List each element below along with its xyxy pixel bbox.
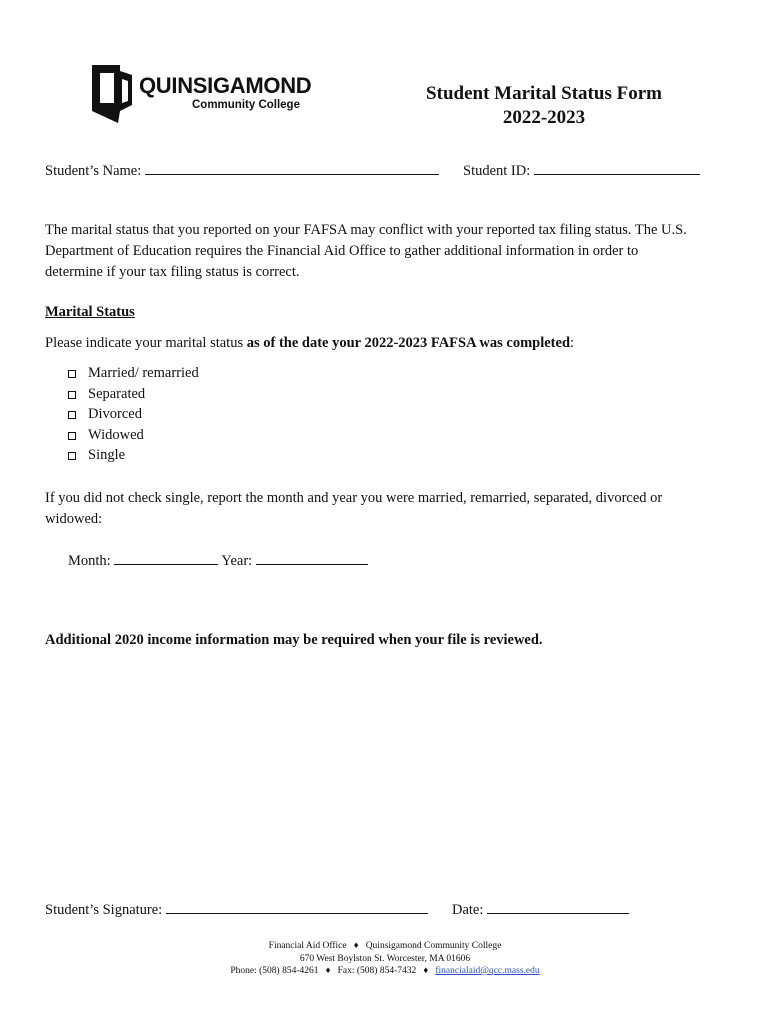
student-name-row [45,160,439,180]
date-info-line: If you did not check single, report the month and year you were married, remarried, separated, divorced or [45,490,663,506]
intro-line: Department of Education requires the Financial Aid Office to gather additional information in order to [45,243,639,259]
date-info-paragraph [45,488,735,530]
marital-status-heading: Marital Status [45,304,135,320]
month-label: Month: [68,553,111,569]
year-label: Year: [221,553,253,569]
intro-paragraph [45,220,735,283]
form-title: Student Marital Status Form [426,83,662,104]
marital-prompt-text: Please indicate your marital status [45,335,247,351]
intro-line: The marital status that you reported on your FAFSA may conflict with your reported tax filing status. The U.S. [45,222,687,238]
signature-field[interactable] [166,899,428,914]
checkbox[interactable] [68,411,76,419]
option-married[interactable] [68,365,199,382]
date-label: Date: [452,902,484,918]
date-row [452,899,629,919]
marital-prompt-emphasis: as of the date your 2022-2023 FAFSA was completed [246,335,571,351]
footer-separator: ♦ [423,966,429,976]
month-field[interactable] [114,550,218,565]
income-notice: Additional 2020 income information may be required when your file is reviewed. [45,632,543,648]
checkbox[interactable] [68,391,76,399]
marital-prompt-end: : [570,335,575,351]
student-name-label: Student’s Name: [45,163,142,179]
footer-separator: ♦ [353,941,359,951]
month-year-row [68,550,368,570]
checkbox[interactable] [68,452,76,460]
college-logo-subtitle: Community College [192,99,300,111]
footer-email-link[interactable]: financialaid@qcc.mass.edu [435,966,540,976]
signature-label: Student’s Signature: [45,902,163,918]
option-divorced[interactable] [68,406,142,423]
footer-line-1 [0,941,770,951]
footer-college: Quinsigamond Community College [365,941,502,951]
option-label: Married/ remarried [88,365,199,381]
marital-prompt [45,335,574,352]
form-year: 2022-2023 [502,107,586,128]
college-logo-name: QUINSIGAMOND [139,73,312,98]
footer-separator: ♦ [325,966,331,976]
option-label: Separated [88,386,146,402]
intro-line: determine if your tax filing status is correct. [45,264,300,280]
checkbox[interactable] [68,370,76,378]
student-id-row [463,160,700,180]
year-field[interactable] [256,550,368,565]
option-separated[interactable] [68,386,145,403]
option-label: Widowed [88,427,144,443]
date-field[interactable] [487,899,629,914]
checkbox[interactable] [68,432,76,440]
footer-fax: Fax: (508) 854-7432 [337,966,417,976]
footer-line-3 [0,966,770,976]
signature-row [45,899,428,919]
student-id-label: Student ID: [463,163,531,179]
option-label: Single [88,447,126,463]
option-single[interactable] [68,447,125,464]
option-widowed[interactable] [68,427,144,444]
date-info-line: widowed: [45,511,103,527]
footer-address: 670 West Boylston St. Worcester, MA 01606 [299,954,471,964]
student-id-field[interactable] [534,160,700,175]
student-name-field[interactable] [145,160,439,175]
footer-phone: Phone: (508) 854-4261 [230,966,319,976]
option-label: Divorced [88,406,142,422]
college-logo-mark [92,65,134,123]
footer-office: Financial Aid Office [268,941,347,951]
